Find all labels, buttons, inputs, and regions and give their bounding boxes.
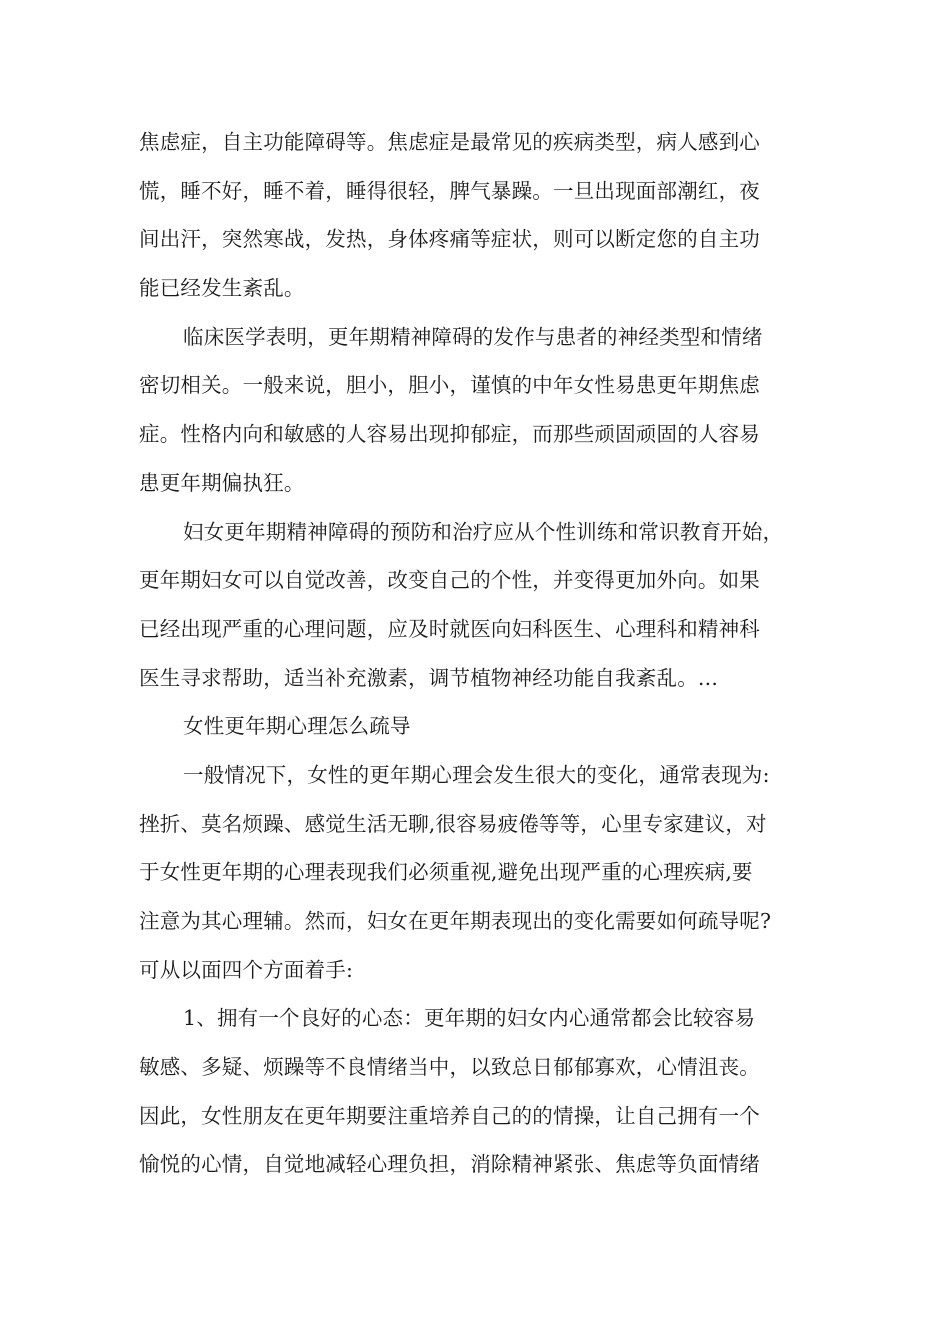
text-line: 能已经发生紊乱。 [139, 276, 305, 301]
text-line: 患更年期偏执狂。 [139, 470, 305, 495]
text-line: 间出汗，突然寒战，发热，身体疼痛等症状，则可以断定您的自主功 [139, 227, 760, 252]
section-heading: 女性更年期心理怎么疏导 [183, 714, 411, 739]
text-line: 焦虑症，自主功能障碍等。焦虑症是最常见的疾病类型，病人感到心 [139, 130, 760, 154]
text-line: 于女性更年期的心理表现我们必须重视,避免出现严重的心理疾病,要 [139, 860, 753, 885]
text-line: 可从以面四个方面着手: [139, 957, 354, 982]
text-line: 敏感、多疑、烦躁等不良情绪当中，以致总日郁郁寡欢，心情沮丧。 [139, 1055, 760, 1080]
text-line: 症。性格内向和敏感的人容易出现抑郁症，而那些顽固顽固的人容易 [139, 422, 760, 447]
paragraph-first-line: 一般情况下，女性的更年期心理会发生很大的变化，通常表现为: [183, 762, 770, 787]
text-line: 因此，女性朋友在更年期要注重培养自己的的情操，让自己拥有一个 [139, 1103, 760, 1128]
text-line: 更年期妇女可以自觉改善，改变自己的个性，并变得更加外向。如果 [139, 568, 760, 593]
text-line: 挫折、莫名烦躁、感觉生活无聊,很容易疲倦等等，心里专家建议，对 [139, 811, 767, 836]
text-line: 医生寻求帮助，适当补充激素，调节植物神经功能自我紊乱。... [139, 665, 719, 690]
text-line: 愉悦的心情，自觉地减轻心理负担，消除精神紧张、焦虑等负面情绪 [139, 1152, 760, 1177]
text-line: 密切相关。一般来说，胆小，胆小，谨慎的中年女性易患更年期焦虑 [139, 373, 760, 398]
text-line: 慌，睡不好，睡不着，睡得很轻，脾气暴躁。一旦出现面部潮红，夜 [139, 178, 760, 203]
list-item-first-line: 1、拥有一个良好的心态：更年期的妇女内心通常都会比较容易 [183, 1006, 756, 1031]
text-line: 已经出现严重的心理问题，应及时就医向妇科医生、心理科和精神科 [139, 616, 760, 641]
text-line: 注意为其心理辅。然而，妇女在更年期表现出的变化需要如何疏导呢? [139, 909, 772, 933]
paragraph-first-line: 临床医学表明，更年期精神障碍的发作与患者的神经类型和情绪 [183, 324, 763, 349]
paragraph-first-line: 妇女更年期精神障碍的预防和治疗应从个性训练和常识教育开始， [183, 519, 784, 544]
document-body [139, 118, 811, 1189]
